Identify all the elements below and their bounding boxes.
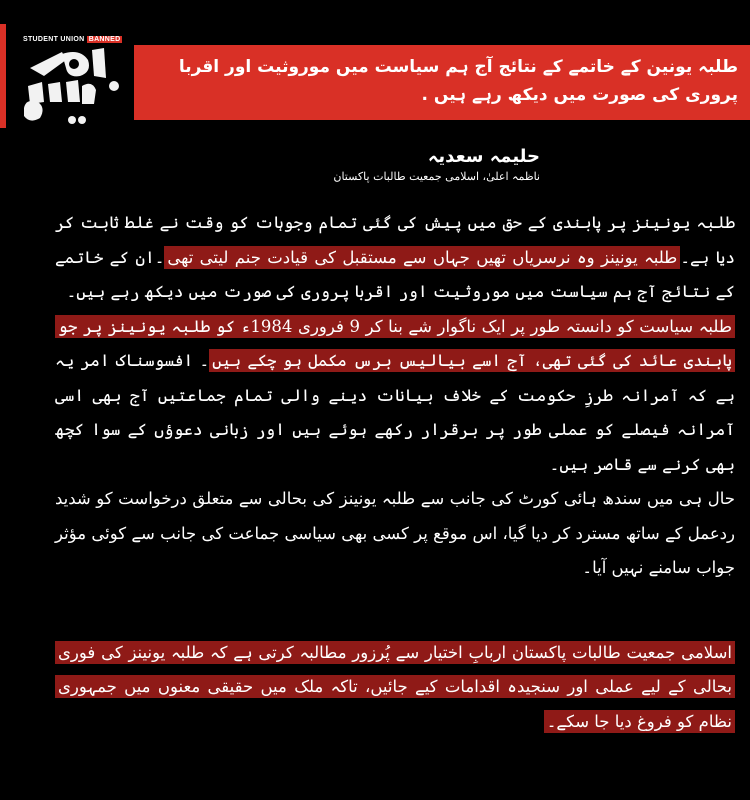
article-body bbox=[55, 206, 735, 739]
paragraph-2-highlight: طلبہ سیاست کو دانستہ طور پر ایک ناگوار شے بنا کر 9 فروری 1984ء کو طلبہ یونینز پر جو پابندی عائد کی گئی تھی، آج اسے بیالیس برس مکمل ہو چکے ہیں bbox=[55, 315, 735, 373]
logo-tagline bbox=[23, 36, 122, 43]
paragraph-3 bbox=[55, 482, 735, 586]
logo-calligraphy-icon bbox=[22, 46, 122, 126]
paragraph-3-text: حال ہی میں سندھ ہائی کورٹ کی جانب سے طلبہ یونینز کی بحالی سے متعلق درخواست کو شدید ردعمل کے ساتھ مسترد کر دیا گیا، اس موقع پر کسی بھی سیاسی جماعت کی جانب سے کوئی مؤثر جواب سامنے نہیں آیا۔ bbox=[55, 489, 735, 577]
paragraph-2-text-b: ۔ افسوسناک امر یہ ہے کہ آمرانہ طرزِ حکومت کے خلاف بیانات دینے والی تمام جماعتیں آج بھی اسی آمرانہ فیصلے کو عملی طور پر برقرار رکھے ہوئے ہیں اور زبانی دعوؤں کے سوا کچھ بھی کرنے سے قاصر ہیں۔ bbox=[55, 351, 735, 474]
headline-banner bbox=[134, 45, 750, 120]
paragraph-4 bbox=[55, 636, 735, 740]
paragraph-1 bbox=[55, 206, 735, 310]
author-block bbox=[428, 146, 540, 167]
paragraph-1-highlight: طلبہ یونینز وہ نرسریاں تھیں جہاں سے مستقبل کی قیادت جنم لیتی تھی bbox=[164, 246, 680, 269]
author-name: حلیمہ سعدیہ bbox=[427, 146, 540, 167]
banned-badge: BANNED bbox=[88, 36, 121, 43]
paragraph-1-text-c: ۔ان کے خاتمے کے نتائج آج ہم سیاست میں موروثیت اور اقربا پروری کی صورت میں دیکھ رہے ہیں۔ bbox=[55, 247, 735, 301]
headline-text: طلبہ یونین کے خاتمے کے نتائج آج ہم سیاست میں موروثیت اور اقربا پروری کی صورت میں دیکھ رہے ہیں . bbox=[178, 57, 738, 105]
paragraph-1-text-a: طلبہ یونینز پر پابندی کے حق میں پیش کی گئی تمام وجوہات کو وقت نے غلط ثابت کر دیا ہے۔ bbox=[55, 213, 736, 267]
paragraph-2 bbox=[55, 310, 735, 483]
tagline-prefix: STUDENT UNION bbox=[23, 36, 85, 43]
paragraph-spacer bbox=[55, 586, 735, 636]
paragraph-4-highlight: اسلامی جمعیت طالبات پاکستان اربابِ اختیار سے پُرزور مطالبہ کرتی ہے کہ طلبہ یونینز کی فوری بحالی کے لیے عملی اور سنجیدہ اقدامات کیے جائیں، تاکہ ملک میں حقیقی معنوں میں جمہوری نظام کو فروغ دیا جا سکے۔ bbox=[55, 641, 735, 733]
author-title: ناظمہ اعلیٰ، اسلامی جمعیت طالبات پاکستان bbox=[333, 170, 540, 183]
left-accent-bar bbox=[0, 24, 6, 128]
youm-e-siyah-logo bbox=[20, 30, 124, 126]
